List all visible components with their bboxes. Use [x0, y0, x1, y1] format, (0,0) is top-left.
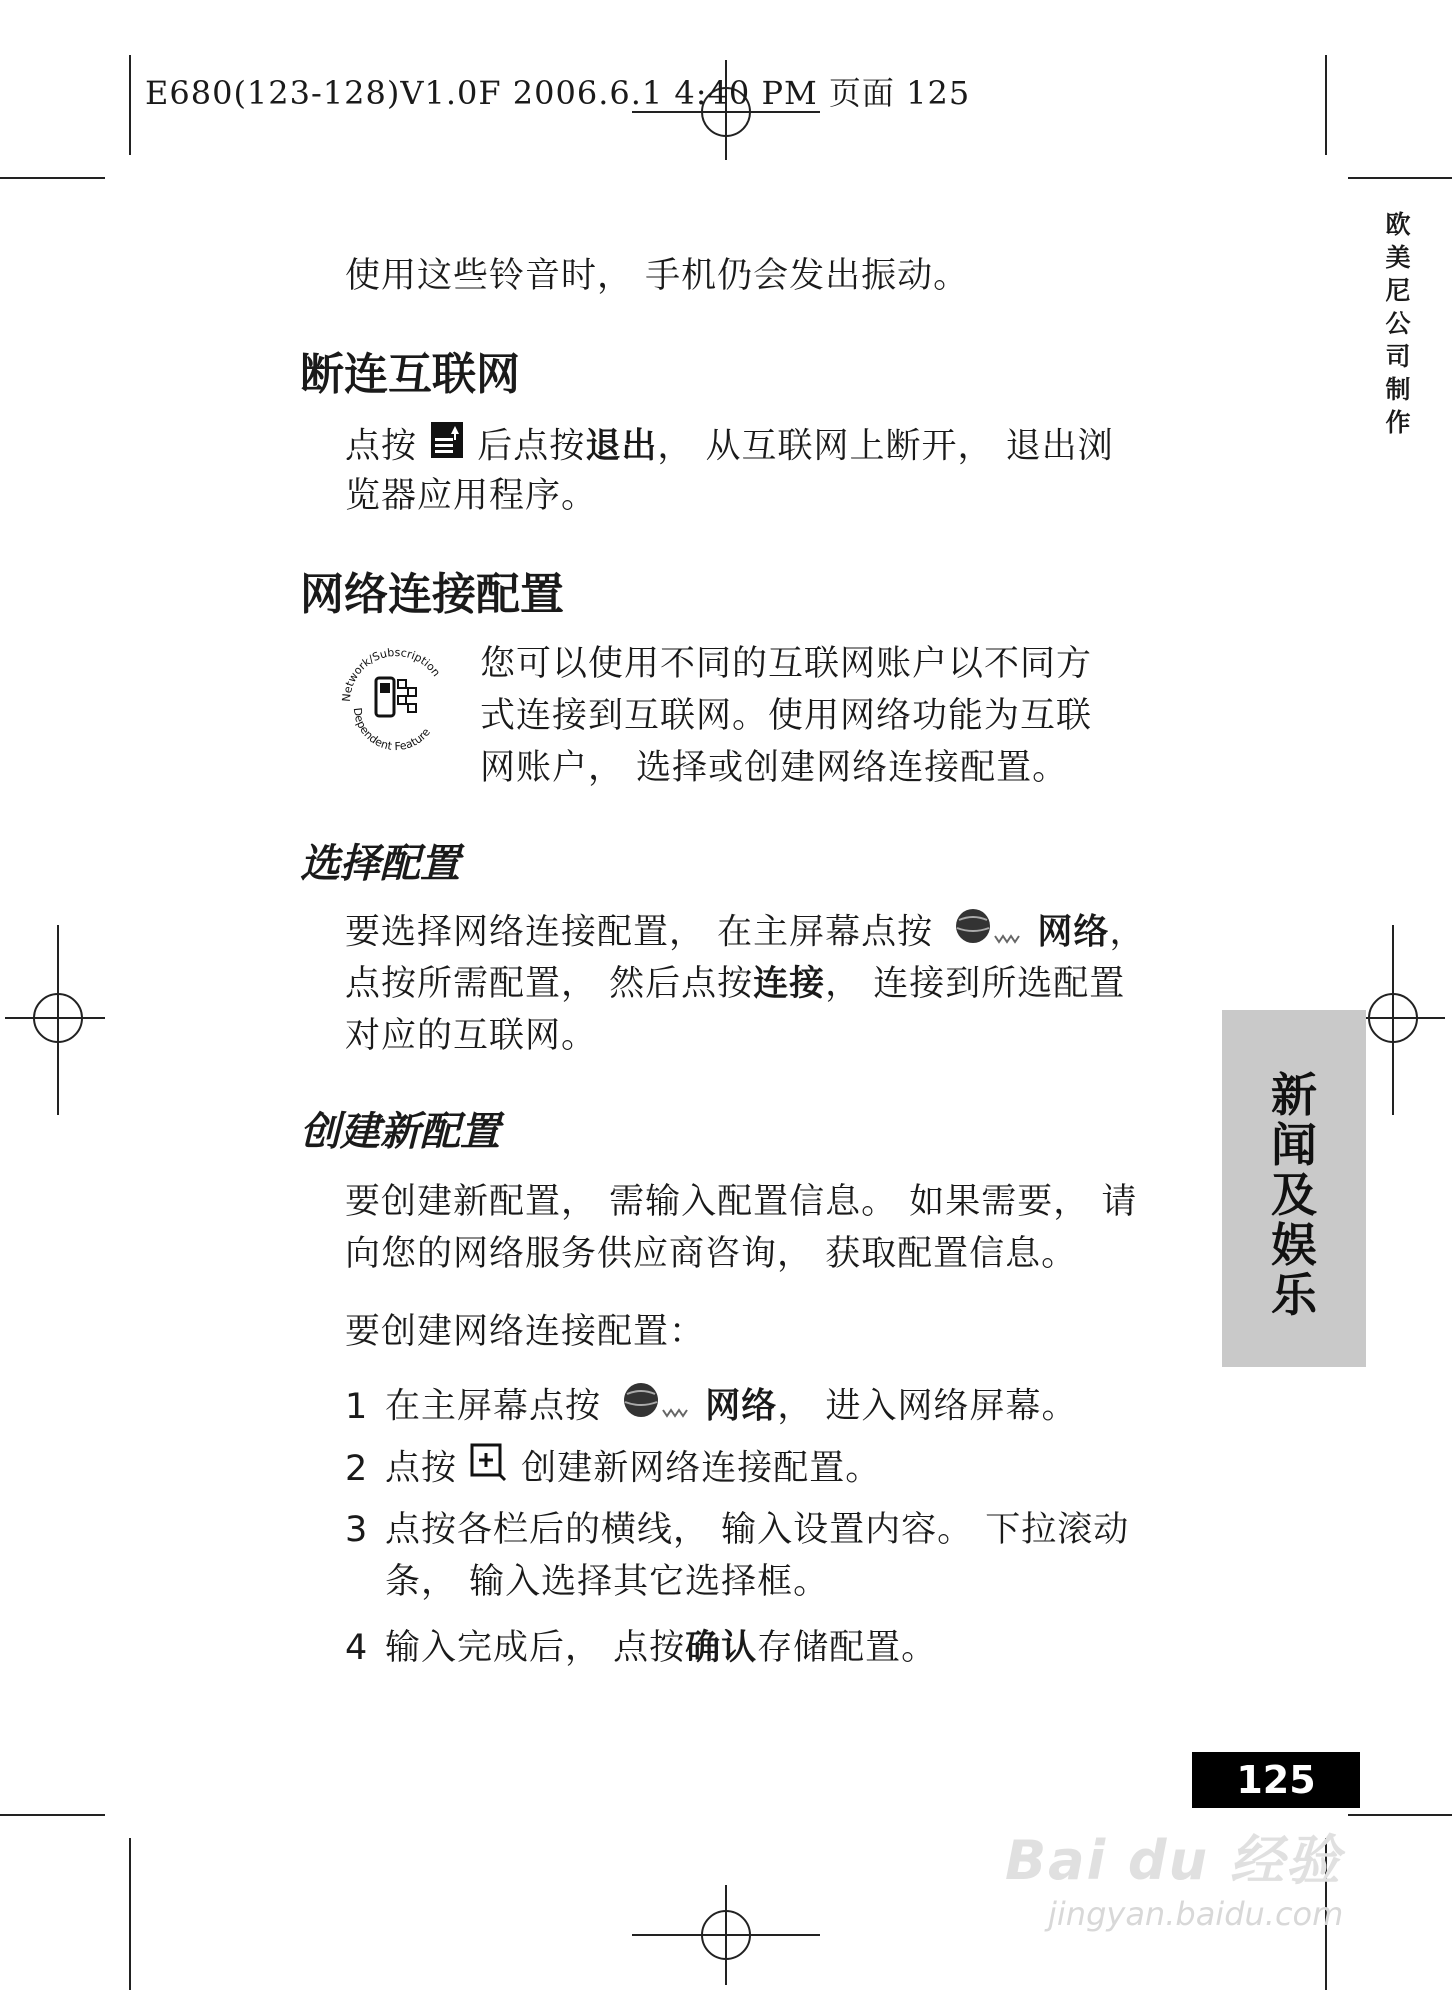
text-run: 要选择网络连接配置， 在主屏幕点按 [345, 912, 934, 953]
text-run: ， 连接到所选配置 [825, 964, 1126, 1004]
subsection1-line1 [345, 906, 1145, 961]
subsection2-line2: 向您的网络服务供应商咨询， 获取配置信息。 [345, 1234, 1078, 1274]
subsection-title-select-config: 选择配置 [300, 841, 460, 887]
network-keyword: 网络 [1037, 912, 1110, 953]
step-3-line1 [345, 1504, 1129, 1556]
tab-char: 乐 [1271, 1268, 1317, 1322]
watermark-url: jingyan.baidu.com [1048, 1895, 1344, 1933]
text-run: ， [1109, 912, 1146, 953]
tab-char: 闻 [1271, 1118, 1317, 1172]
text-run: 后点按 [477, 426, 586, 467]
badge-bottom-text: Dependent Feature [350, 706, 433, 754]
side-credit-char: 司 [1385, 342, 1411, 371]
side-credit-char: 欧 [1385, 210, 1411, 239]
side-credit-char: 制 [1385, 375, 1411, 404]
subsection-title-create-config: 创建新配置 [300, 1109, 500, 1155]
globe-network-icon [945, 906, 1025, 961]
network-keyword: 网络 [705, 1386, 778, 1427]
text-run: ， 从互联网上断开， 退出浏 [657, 426, 1114, 467]
section2-line1: 您可以使用不同的互联网账户以不同方 [480, 644, 1093, 684]
section2-line2: 式连接到互联网。使用网络功能为互联 [480, 696, 1093, 736]
section-title-disconnect: 断连互联网 [300, 349, 520, 400]
text-run: 点按 [385, 1448, 458, 1489]
confirm-keyword: 确认 [685, 1628, 758, 1668]
side-credit-char: 美 [1385, 243, 1411, 272]
new-item-icon [469, 1442, 509, 1497]
text-run: 在主屏幕点按 [385, 1386, 602, 1427]
tab-char: 娱 [1271, 1218, 1317, 1272]
side-credit [1378, 208, 1418, 439]
chapter-tab [1222, 1010, 1366, 1367]
step-3-line2: 条， 输入选择其它选择框。 [385, 1562, 830, 1602]
chapter-tab-label [1222, 1070, 1366, 1320]
side-credit-char: 作 [1385, 408, 1411, 437]
badge-top-text: Network/Subscription [339, 645, 443, 703]
section-title-network-config: 网络连接配置 [300, 569, 564, 620]
watermark-brand: Bai du 经验 [1005, 1829, 1342, 1892]
step-2 [345, 1442, 881, 1497]
step-1 [345, 1380, 1077, 1435]
intro-line: 使用这些铃音时， 手机仍会发出振动。 [345, 256, 970, 296]
side-credit-char: 公 [1385, 309, 1411, 338]
section2-line3: 网账户， 选择或创建网络连接配置。 [480, 748, 1069, 788]
globe-network-icon [613, 1380, 693, 1435]
text-run: 创建新网络连接配置。 [521, 1448, 882, 1489]
subsection2-line1: 要创建新配置， 需输入配置信息。 如果需要， 请 [345, 1182, 1138, 1222]
text-run: 点按 [345, 426, 418, 467]
subsection1-line2 [345, 958, 1125, 1010]
tab-char: 新 [1271, 1068, 1317, 1122]
connect-keyword: 连接 [753, 964, 826, 1004]
page-number: 125 [1192, 1752, 1360, 1808]
step-4 [345, 1622, 937, 1674]
text-run: 点按各栏后的横线， 输入设置内容。 下拉滚动 [385, 1510, 1130, 1550]
tab-char: 及 [1271, 1168, 1317, 1222]
step-number: 1 [345, 1386, 369, 1427]
text-run: 存储配置。 [757, 1628, 938, 1668]
section1-paragraph-line2: 览器应用程序。 [345, 476, 598, 516]
menu-icon [429, 420, 465, 475]
step-number: 4 [345, 1628, 369, 1668]
network-feature-badge [336, 638, 456, 758]
text-run: 输入完成后， 点按 [385, 1628, 686, 1668]
steps-intro: 要创建网络连接配置： [345, 1312, 706, 1352]
step-number: 2 [345, 1448, 369, 1489]
exit-keyword: 退出 [585, 426, 658, 467]
text-run: ， 进入网络屏幕。 [777, 1386, 1078, 1427]
print-header: E680(123-128)V1.0F 2006.6.1 4:40 PM 页面 125 [145, 74, 971, 112]
subsection1-line3: 对应的互联网。 [345, 1016, 598, 1056]
section1-paragraph-line1 [345, 420, 1114, 475]
side-credit-char: 尼 [1385, 276, 1411, 305]
text-run: 点按所需配置， 然后点按 [345, 964, 754, 1004]
step-number: 3 [345, 1510, 369, 1550]
